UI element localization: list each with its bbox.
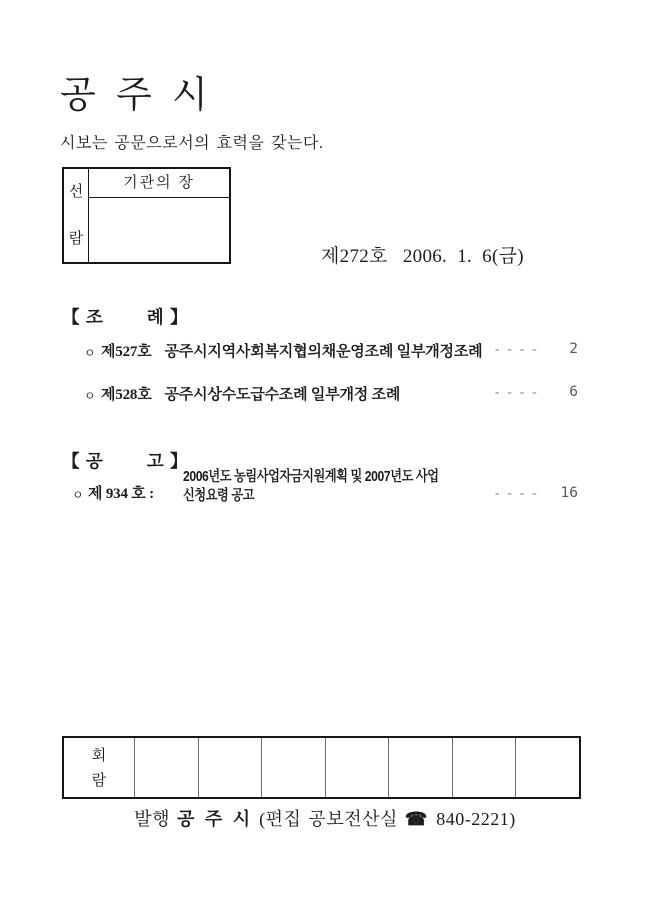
gazette-effect-statement: 시보는 공문으로서의 효력을 갖는다. bbox=[60, 135, 324, 152]
toc-bullet: ㅇ bbox=[84, 346, 96, 360]
circulation-label-cell bbox=[64, 738, 135, 797]
circulation-empty-cell bbox=[389, 738, 453, 797]
stamp-side-label-bottom: 람 bbox=[68, 231, 84, 247]
doc-title-line1: 2006년도 농림사업자금지원계획 및 2007년도 사업 bbox=[183, 469, 439, 485]
toc-bullet: ㅇ bbox=[84, 389, 96, 403]
page-title: 공 주 시 bbox=[60, 75, 210, 116]
approval-stamp-box bbox=[62, 167, 231, 264]
doc-number: 제 934 호 : bbox=[88, 486, 154, 502]
toc-bullet: ㅇ bbox=[72, 488, 84, 502]
circulation-empty-cell bbox=[262, 738, 326, 797]
section-header-notice: 【 공 고 】 bbox=[62, 451, 189, 471]
doc-title-line2: 신청요령 공고 bbox=[183, 488, 255, 504]
page-number: 2 bbox=[569, 341, 578, 357]
circulation-empty-cell bbox=[199, 738, 263, 797]
toc-item-row bbox=[101, 340, 482, 361]
leader-dashes: ---- bbox=[493, 342, 543, 358]
footer-editor-note: (편집 공보전산실 bbox=[252, 809, 405, 829]
section-header-ordinance: 【 조 례 】 bbox=[62, 307, 189, 327]
publisher-footer bbox=[0, 805, 650, 831]
page-number: 6 bbox=[569, 384, 578, 400]
page-number: 16 bbox=[560, 485, 578, 501]
circulation-empty-cell bbox=[516, 738, 579, 797]
doc-number: 제527호 bbox=[101, 344, 152, 360]
stamp-side-column bbox=[64, 169, 89, 262]
publisher-name: 공 주 시 bbox=[176, 809, 253, 829]
phone-number: 840-2221) bbox=[429, 809, 516, 829]
footer-prefix: 발행 bbox=[134, 809, 177, 829]
doc-number: 제528호 bbox=[101, 387, 152, 403]
leader-dashes: ---- bbox=[493, 486, 543, 502]
circulation-label-top: 회 bbox=[91, 748, 107, 764]
circulation-empty-cell bbox=[453, 738, 517, 797]
circulation-box bbox=[62, 736, 581, 799]
stamp-main-column bbox=[89, 169, 229, 262]
leader-dashes: ---- bbox=[493, 385, 543, 401]
issue-number-date: 제272호 2006. 1. 6(금) bbox=[321, 246, 524, 267]
stamp-header-label: 기관의 장 bbox=[89, 169, 229, 198]
circulation-empty-cell bbox=[326, 738, 390, 797]
toc-item-row bbox=[101, 383, 400, 404]
phone-icon: ☎ bbox=[404, 809, 430, 829]
circulation-empty-cell bbox=[135, 738, 199, 797]
doc-title: 공주시지역사회복지협의채운영조례 일부개정조례 bbox=[164, 344, 483, 360]
stamp-signature-area bbox=[89, 198, 229, 262]
circulation-label-bottom: 람 bbox=[91, 773, 107, 789]
doc-title bbox=[183, 468, 495, 506]
doc-title: 공주시상수도급수조례 일부개정 조례 bbox=[164, 387, 401, 403]
stamp-side-label-top: 선 bbox=[68, 184, 84, 200]
